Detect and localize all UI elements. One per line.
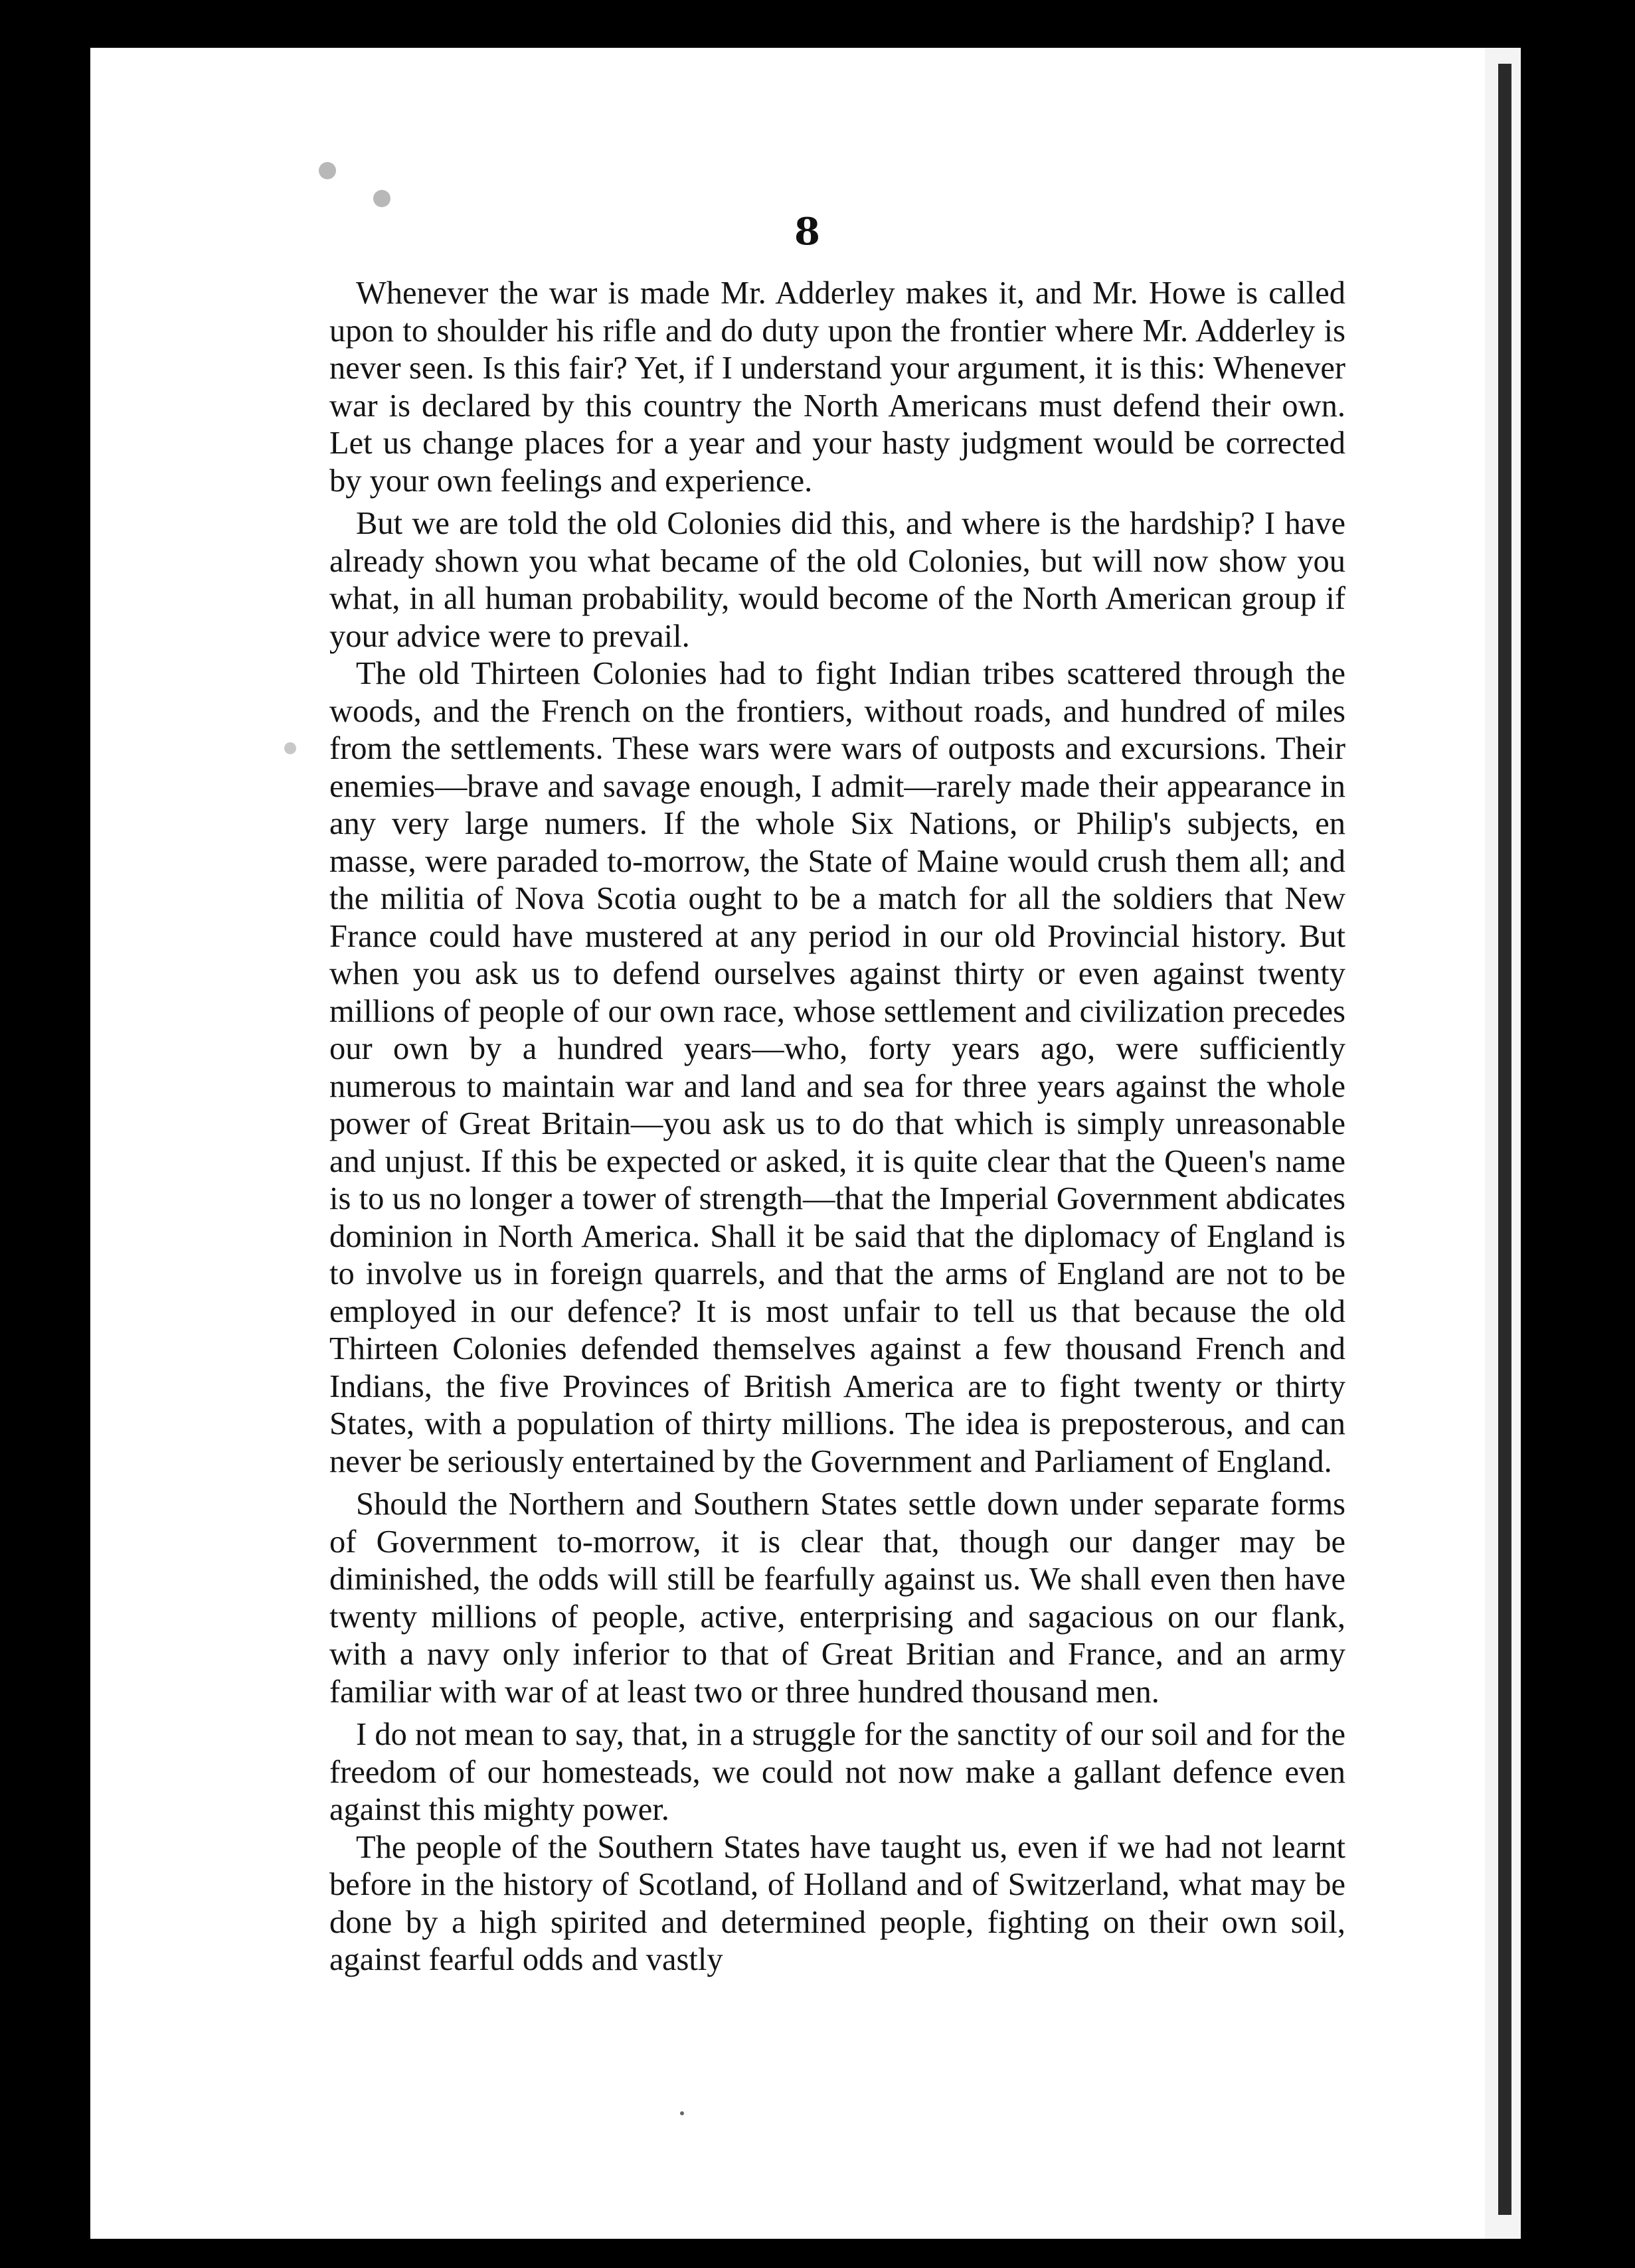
paragraph: The people of the Southern States have taught us, even if we had not learnt before in the history of Scotland, of Holland and of Switzerland, what may be done by a high spirited and determined people, fighting on their own soil, against fearful odds and vastly — [329, 1829, 1345, 1977]
paragraph: Whenever the war is made Mr. Adderley makes it, and Mr. Howe is called upon to shoulder his rifle and do duty upon the frontier where Mr. Adderley is never seen. Is this fair? Yet, if I understand your argument, it is this: Whenever war is declared by this country the North Americans must defend their own. Let us change places for a year and your hasty judgment would be corrected by your own feelings and experience. — [329, 276, 1345, 499]
page-number: 8 — [794, 210, 820, 254]
scan-speck — [680, 2111, 684, 2115]
paragraph: Should the Northern and Southern States settle down under separate forms of Government to-morrow, it is clear that, though our danger may be diminished, the odds will still be fearfully against us. We shall even then have twenty millions of people, active, enterprising and sagacious on our flank, with a navy only inferior to that of Great Britian and France, and an army familiar with war of at least two or three hundred thousand men. — [329, 1487, 1345, 1710]
body-text — [329, 275, 1345, 1979]
scan-speck — [319, 162, 336, 179]
paragraph: I do not mean to say, that, in a struggle for the sanctity of our soil and for the freedom of our homesteads, we could not now make a gallant defence even against this mighty power. — [329, 1717, 1345, 1827]
scan-speck — [373, 190, 390, 207]
scan-speck — [284, 742, 296, 754]
paragraph: The old Thirteen Colonies had to fight Indian tribes scattered through the woods, and the French on the frontiers, without roads, and hundred of miles from the settlements. These wars were wars of outposts and excursions. Their enemies—brave and savage enough, I admit—rarely made their appearance in any very large numers. If the whole Six Nations, or Philip's subjects, en masse, were paraded to-morrow, the State of Maine would crush them all; and the militia of Nova Scotia ought to be a match for all the soldiers that New France could have mustered at any period in our old Provincial history. But when you ask us to defend ourselves against thirty or even against twenty millions of people of our own race, whose settlement and civilization precedes our own by a hundred years—who, forty years ago, were sufficiently numerous to maintain war and land and sea for three years against the whole power of Great Britain—you ask us to do that which is simply unreasonable and unjust. If this be expected or asked, it is quite clear that the Queen's name is to us no longer a tower of strength—that the Imperial Government abdicates dominion in North America. Shall it be said that the diplomacy of England is to involve us in foreign quarrels, and that the arms of England are not to be employed in our defence? It is most unfair to tell us that because the old Thirteen Colonies defended themselves against a few thousand French and Indians, the five Provinces of British America are to fight twenty or thirty States, with a population of thirty millions. The idea is preposterous, and can never be seriously entertained by the Government and Parliament of England. — [329, 656, 1345, 1479]
paragraph: But we are told the old Colonies did this, and where is the hardship? I have already shown you what became of the old Colonies, but will now show you what, in all human probability, would become of the North American group if your advice were to prevail. — [329, 506, 1345, 654]
binding-shadow-bar — [1498, 64, 1511, 2215]
